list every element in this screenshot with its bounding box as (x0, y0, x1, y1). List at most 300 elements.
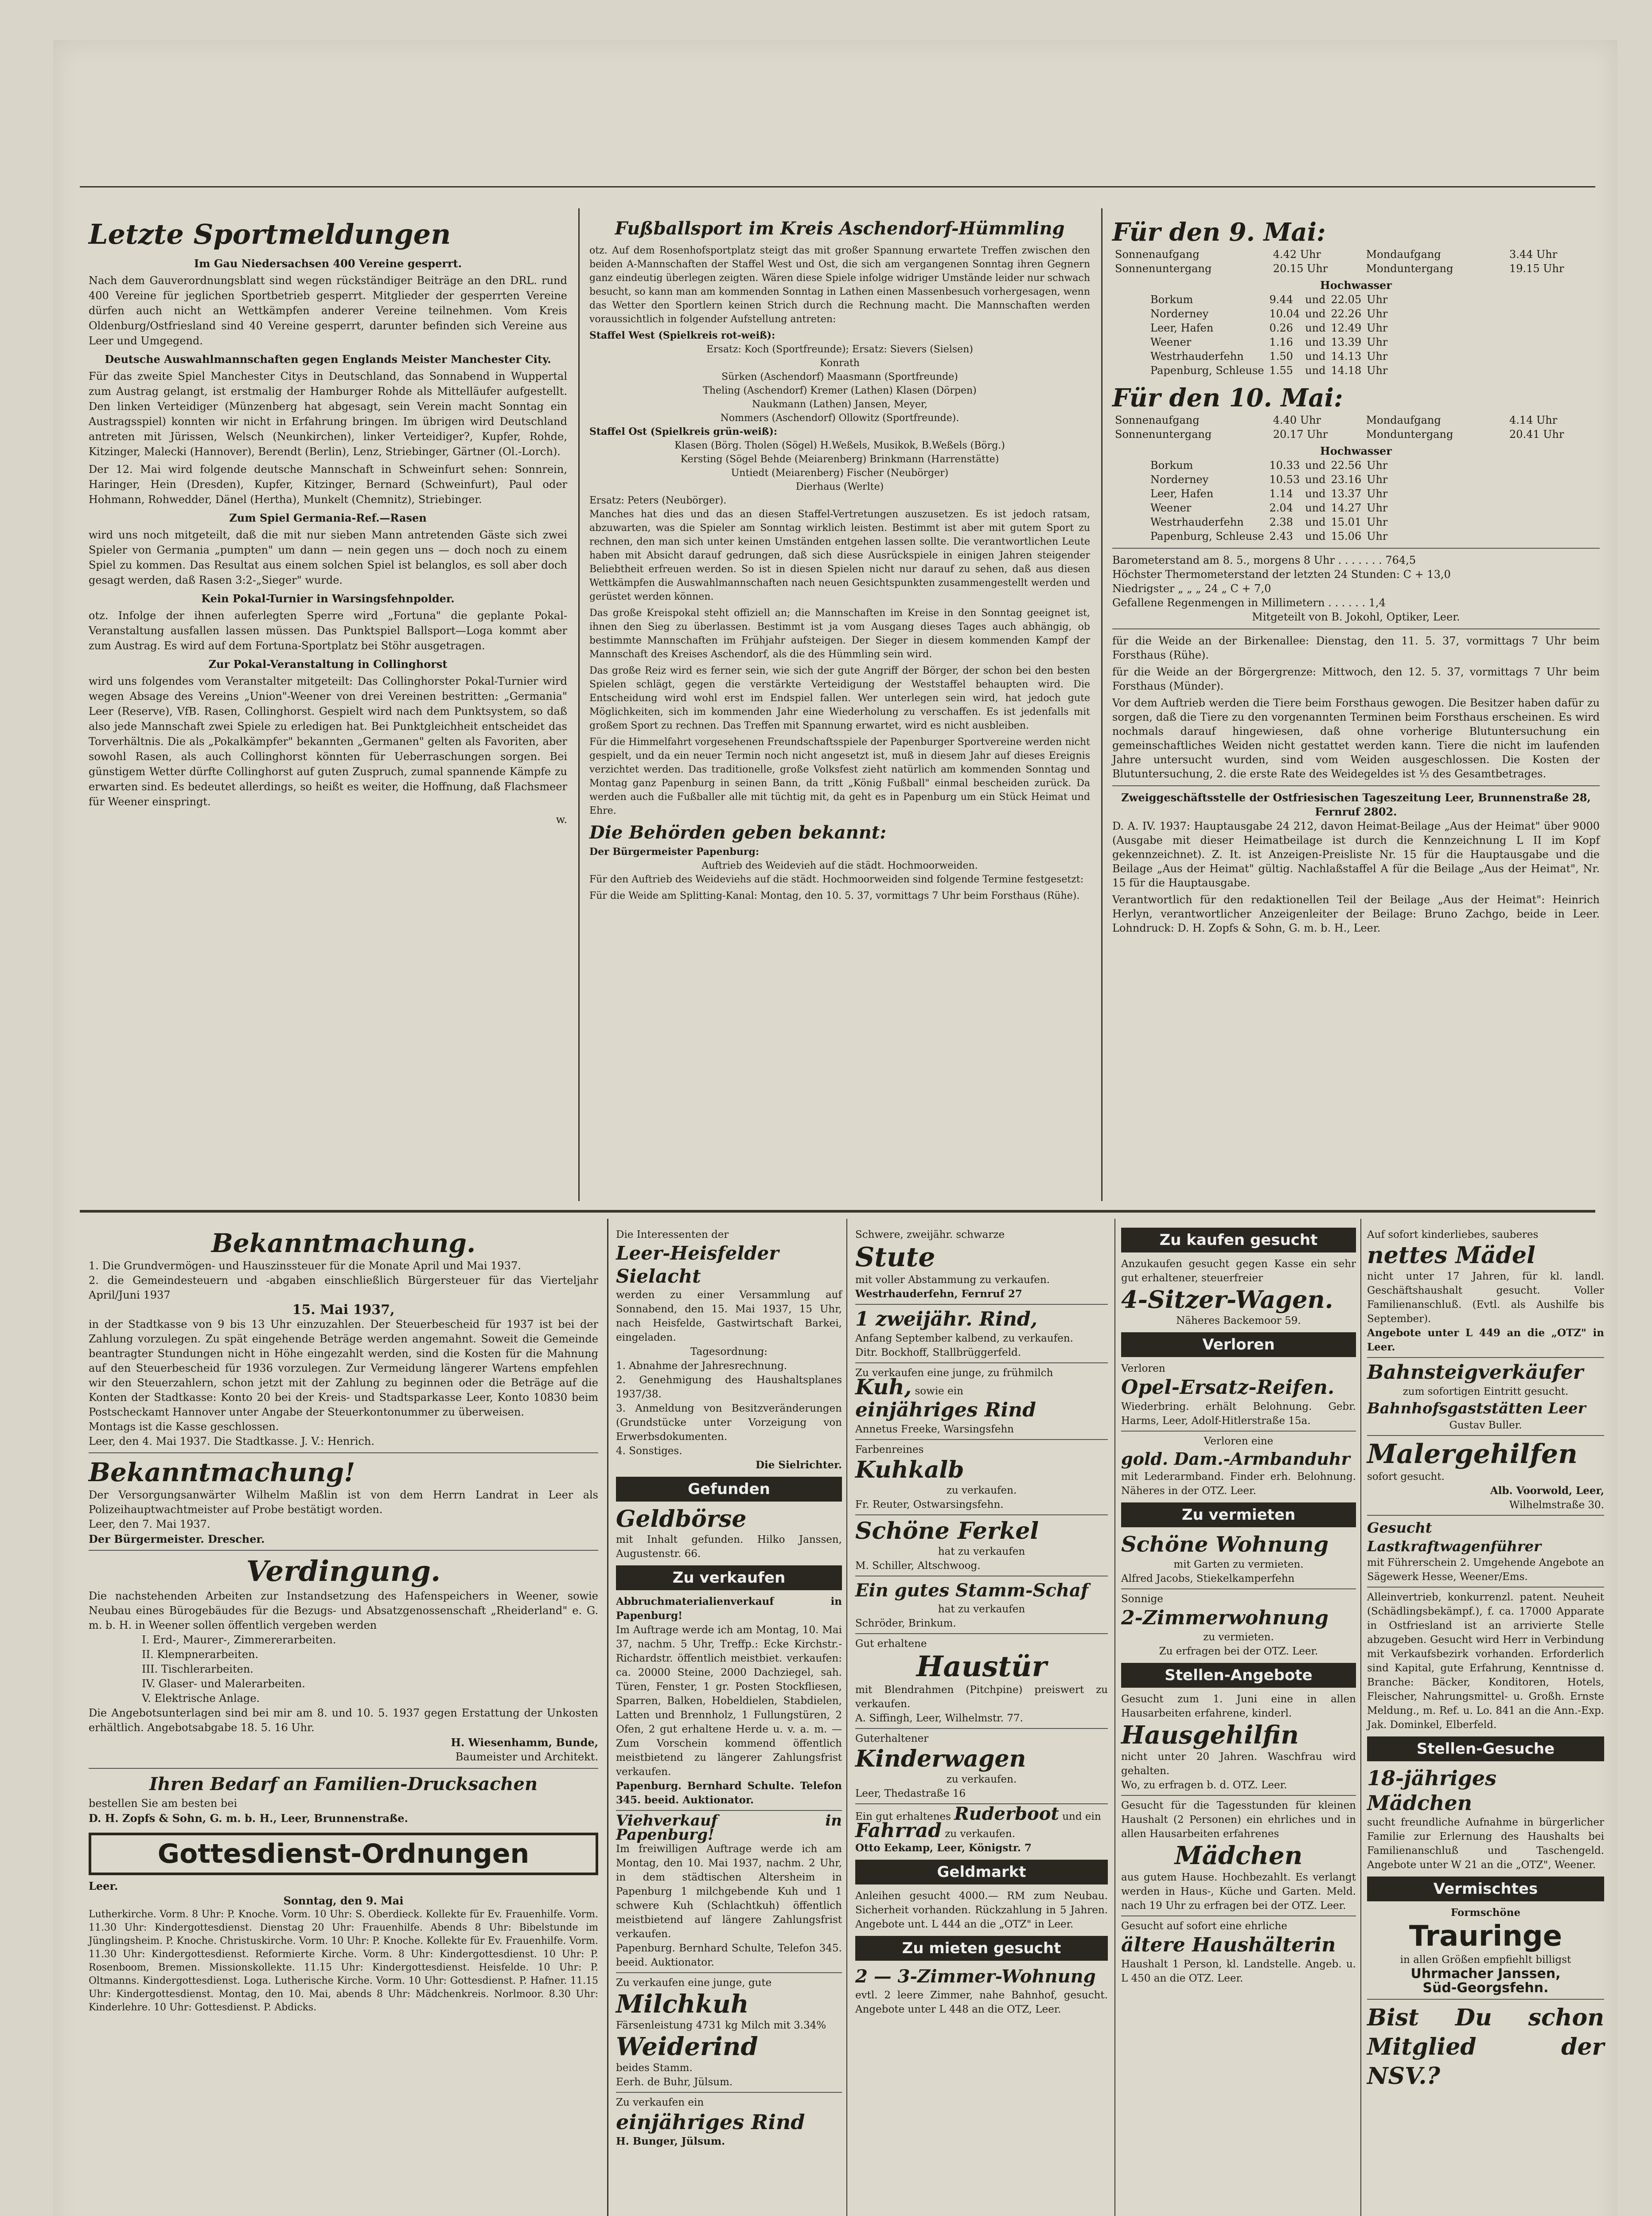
watch-text: mit Lederarmband. Finder erh. Belohnung. Näheres in der OTZ. Leer. (1121, 1471, 1356, 1497)
notice1-item: 2. die Gemeindesteuern und -abgaben einschließlich Bürgersteuer für das Vierteljahr April/Juni 1937 (89, 1274, 598, 1301)
sport-news-column (89, 217, 567, 827)
sport-paragraph: wird uns noch mitgeteilt, daß die mit nur sieben Mann antretenden Gäste sich zwei Spieler von Germania „pumpten" um dann — nein gegen uns — doch noch zu einem Spiel zu kommen. Das Resultat aus einem solchen Spiel ist belanglos, es soll aber doch gesagt werden, daß Rasen 3:2-„Sieger" wurde. (89, 529, 567, 586)
sielacht-signature: Die Sielrichter. (756, 1459, 842, 1471)
tide-and: und (1305, 488, 1326, 500)
sport-paragraph: wird uns folgendes vom Veranstalter mitgeteilt: Das Collinghorster Pokal-Turnier wird wegen Absage des Vereins „Union"-Weener von drei Vereinen bestritten: „Germania" Leer (Reserve), VfB. Rasen, Collinghorst. Gespielt wird nach dem Punktsystem, so daß also jede Mannschaft zwei Spiele zu erledigen hat. Bei Punktgleichheit entscheidet das Torverhältnis. Die als „Pokalkämpfer" bekannten „Germanen" gelten als Favoriten, aber sowohl Rasen, als auch Collinghorst könnten für Ueberraschungen sorgen. Bei günstigem Wetter dürfte Collinghorst auf guten Zuspruch, zumal spannende Kämpfe zu erwarten sind. Es bedeutet allerdings, so heißt es weiter, die Hoffnung, daß Flachsmeer für Weener einspringt. (89, 675, 567, 808)
divider (1367, 1515, 1604, 1516)
painter-address: Wilhelmstraße 30. (1509, 1499, 1604, 1511)
kuh-signature: Annetus Freeke, Warsingsfehn (855, 1424, 1014, 1435)
staffel-ost-line: Kersting (Sögel Behde (Meiarenberg) Brinkmann (Harrenstätte) (680, 454, 999, 465)
tide-unit: Uhr (1367, 530, 1388, 542)
tide-time: 9.44 (1269, 293, 1293, 306)
divider (855, 1362, 1108, 1363)
author-mark: w. (556, 813, 567, 826)
girl-18-title: 18-jähriges Mädchen (1367, 1766, 1497, 1815)
moonrise-value: 3.44 Uhr (1509, 248, 1558, 261)
authorities-text: Für den Auftrieb des Weideviehs auf die städt. Hochmoorweiden sind folgende Termine festgesetzt: (589, 874, 1084, 885)
found-section-header: Gefunden (616, 1477, 842, 1502)
rings-intro: Formschöne (1450, 1907, 1521, 1919)
tide-and: und (1305, 364, 1326, 377)
sielacht-agenda-heading: Tagesordnung: (690, 1346, 768, 1358)
tyre-intro: Verloren (1121, 1363, 1165, 1374)
kuh-intro: Zu verkaufen eine junge, zu frühmilch (855, 1367, 1053, 1379)
church-services-text: Lutherkirche. Vorm. 8 Uhr: P. Knoche. Vorm. 10 Uhr: S. Oberdieck. Kollekte für Ev. Frauenhilfe. Vorm. 11.30 Uhr: Kindergottesdienst. Dienstag 20 Uhr: Frauenhilfe. Abends 8 Uhr: Bibelstunde im Jünglingsheim. P. Knoche. Christuskirche. Vorm. 10 Uhr: P. Knoche. Kollekte für Ev. Frauenhilfe. Vorm. 11.30 Uhr: Kindergottesdienst. Reformierte Kirche. Vorm. 8 Uhr: Kindergottesdienst. 10 Uhr: P. Rosenboom, Bremen. Missionskollekte. 11.15 Uhr: Kindergottesdienst. Heisfelde. 10 Uhr: P. Oltmanns. Kindergottesdienst. Loga. Lutherische Kirche. Vorm. 10 Uhr: Gottesdienst. P. Hafner. 11.15 Uhr: Kindergottesdienst. Montag, den 10. Mai, abends 8 Uhr: Mädchenkreis. Norlmoor. 8.30 Uhr: Kinderlehre. 10 Uhr: Gottesdienst. P. Abdicks. (89, 1909, 598, 2013)
tide-time: 14.13 (1331, 350, 1362, 363)
staffel-west-line: Konrath (820, 358, 860, 369)
football-paragraph: Für die Himmelfahrt vorgesehenen Freundschaftsspiele der Papenburger Sportvereine werden nicht gespielt, und da ein neuer Termin noch nicht angesetzt ist, muß in diesem Jahr auf dieses Ereignis verzichtet werden. Das traditionelle, große Volksfest zieht natürlich am kommenden Sonntag und Montag ganz Papenburg in seinen Bann, da tritt „König Fußball" einmal bescheiden zurück. Da werden auch die Fußballer alle mit tüchtig mit, da geht es in Papenburg um ein Stück Heimat und Ehre. (589, 737, 1090, 816)
authorities-text: Für die Weide am Splitting-Kanal: Montag, den 10. 5. 37, vormittags 7 Uhr beim Forsthaus (Rühe). (589, 890, 1080, 901)
tide-time: 10.33 (1269, 459, 1300, 472)
tide-time: 0.26 (1269, 322, 1293, 334)
cow-signature: Ditr. Bockhoff, Stallbrüggerfeld. (855, 1347, 1021, 1358)
for-rent-section-header: Zu vermieten (1121, 1502, 1356, 1527)
girl-wanted-details: aus gutem Hause. Hochbezahlt. Es verlangt werden in Haus-, Küche und Garten. Meld. nach 19 Uhr zu erfragen bei der OTZ. Leer. (1121, 1872, 1356, 1912)
high-water-heading: Hochwasser (1320, 279, 1392, 292)
authorities-title: Die Behörden geben bekannt: (589, 822, 887, 843)
sport-sub-heading: Zum Spiel Germania-Ref.—Rasen (229, 511, 427, 524)
cow-text: Anfang September kalbend, zu verkaufen. (855, 1333, 1073, 1344)
tide-time: 1.50 (1269, 350, 1293, 363)
church-services-date: Sonntag, den 9. Mai (283, 1894, 404, 1907)
moonset-label: Monduntergang (1366, 262, 1453, 275)
divider (1367, 1357, 1604, 1358)
sport-news-title: Letzte Sportmeldungen (89, 218, 451, 250)
sun-moon-table-day2 (1112, 413, 1600, 441)
tyre-title: Opel-Ersatz-Reifen. (1121, 1376, 1335, 1399)
notice2-text: Der Versorgungsanwärter Wilhelm Maßlin ist von dem Herrn Landrat in Leer als Polizeihauptwachtmeister auf Probe bestätigt worden. (89, 1489, 598, 1516)
barometer-reading: Barometerstand am 8. 5., morgens 8 Uhr . . . . . . . 764,5 (1112, 554, 1416, 566)
divider (616, 2092, 842, 2093)
divider (855, 1728, 1108, 1729)
staffel-ost-heading: Staffel Ost (Spielkreis grün-weiß): (589, 426, 778, 437)
sole-distribution-text: Alleinvertrieb, konkurrenzl. patent. Neuheit (Schädlingsbekämpf.), f. ca. 17000 Apparate in Ostfriesland ist an arrivierte Stelle abzugeben. Gesucht wird Herr in Verbindung mit Verkaufsbezirk vorhanden. Erforderlich sind Kapital, gute Erfahrung, Kenntnisse d. Branche: Bäcker, Konditoren, Hotels, Fleischer, Nahrungsmittel- u. Großh. Ernste Meldung., m. Ref. u. Lo. 841 an die Ann.-Exp. Jak. Dominkel, Elberfeld. (1367, 1592, 1604, 1731)
flat-text: mit Garten zu vermieten. (1173, 1559, 1304, 1570)
milkcow-text: Färsenleistung 4731 kg Milch mit 3.34% (616, 2020, 826, 2031)
door-title: Haustür (916, 1650, 1047, 1683)
high-water-heading: Hochwasser (1320, 445, 1392, 457)
sun-moon-table-day1 (1112, 247, 1600, 276)
tide-and: und (1305, 502, 1326, 514)
tide-time: 1.14 (1269, 488, 1293, 500)
car-wanted-title: 4-Sitzer-Wagen. (1121, 1285, 1333, 1314)
cow-title: 1 zweijähr. Rind, (855, 1308, 1038, 1330)
staffel-west-line: Naukmann (Lathen) Jansen, Meyer, (752, 399, 927, 410)
miscellaneous-section-header: Vermischtes (1367, 1877, 1604, 1901)
housekeeper-title: ältere Haushälterin (1121, 1934, 1336, 1956)
sport-sub-heading: Zur Pokal-Veranstaltung in Collinghorst (208, 658, 448, 671)
classified-column-d (1367, 1228, 1604, 2091)
lost-section-header: Verloren (1121, 1332, 1356, 1357)
tide-time: 10.04 (1269, 308, 1300, 320)
tide-and: und (1305, 308, 1326, 320)
tyre-text: Wiederbring. erhält Belohnung. Gebr. Harms, Leer, Adolf-Hitlerstraße 15a. (1121, 1401, 1356, 1427)
tide-time: 12.49 (1331, 322, 1362, 334)
sheep-text: hat zu verkaufen (938, 1603, 1025, 1615)
tide-place: Westrhauderfehn (1150, 350, 1244, 363)
bicycle-title: Fahrrad (855, 1819, 942, 1842)
notice1-date: 15. Mai 1937, (292, 1302, 395, 1318)
divider (855, 1439, 1108, 1440)
painter-text: sofort gesucht. (1367, 1471, 1445, 1483)
tide-unit: Uhr (1367, 293, 1388, 306)
classified-column-c (1121, 1228, 1356, 1986)
tide-unit: Uhr (1367, 459, 1388, 472)
tide-time: 2.38 (1269, 516, 1293, 528)
tender-text: Die Angebotsunterlagen sind bei mir am 8. und 10. 5. 1937 gegen Erstattung der Unkosten erhältlich. Angebotsabgabe 18. 5. 16 Uhr. (89, 1707, 598, 1734)
church-services-place: Leer. (89, 1880, 118, 1892)
housekeeper-details: Haushalt 1 Person, kl. Landstelle. Angeb. u. L 450 an die OTZ. Leer. (1121, 1959, 1356, 1984)
day1-title: Für den 9. Mai: (1112, 218, 1326, 247)
classified-column-b (855, 1228, 1108, 2017)
day2-title: Für den 10. Mai: (1112, 383, 1343, 413)
staffel-west-line: Ersatz: Koch (Sportfreunde); Ersatz: Sievers (Sielsen) (706, 344, 973, 355)
tide-time: 1.16 (1269, 336, 1293, 348)
sunrise-label: Sonnenaufgang (1115, 248, 1200, 261)
circulation-info: D. A. IV. 1937: Hauptausgabe 24 212, davon Heimat-Beilage „Aus der Heimat" über 9000 (Ausgabe mit dieser Heimatbeilage ist durch die Kennzeichnung L II im Kopf gekennzeichnet). Z. It. ist Anzeigen-Preisliste Nr. 15 für die Hauptausgabe und die Beilage „Aus der Heimat" gültig. Nachlaßstaffel A für die Beilage „Aus der Heimat", Nr. 15 für die Hauptausgabe. (1112, 820, 1600, 889)
sielacht-intro: Die Interessenten der (616, 1229, 729, 1241)
painter-signature: Alb. Voorwold, Leer, (1490, 1485, 1604, 1497)
tide-place: Weener (1150, 336, 1192, 348)
tender-signature: H. Wiesenhamm, Bunde, (451, 1736, 598, 1749)
top-rule (80, 186, 1595, 187)
tide-unit: Uhr (1367, 364, 1388, 377)
notice1-signature: Leer, den 4. Mai 1937. Die Stadtkasse. J. V.: Henrich. (89, 1435, 374, 1447)
divider (1367, 1587, 1604, 1588)
demolition-signature: Papenburg. Bernhard Schulte. Telefon 345. beeid. Auktionator. (616, 1780, 842, 1806)
job-offers-section-header: Stellen-Angebote (1121, 1663, 1356, 1688)
tide-and: und (1305, 350, 1326, 363)
wanted-to-buy-section-header: Zu kaufen gesucht (1121, 1228, 1356, 1252)
sport-sub-heading: Deutsche Auswahlmannschaften gegen Englands Meister Manchester City. (105, 353, 551, 366)
staffel-west-line: Sürken (Aschendorf) Maasmann (Sportfreunde) (721, 371, 958, 382)
tide-time: 13.39 (1331, 336, 1362, 348)
sielacht-title: Leer-Heisfelder Sielacht (616, 1242, 779, 1287)
tide-place: Papenburg, Schleuse (1150, 364, 1264, 377)
rings-jeweller: Uhrmacher Janssen, (1410, 1966, 1561, 1982)
sielacht-text: werden zu einer Versammlung auf Sonnabend, den 15. Mai 1937, 15 Uhr, nach Heisfelde, Gastwirtschaft Barkei, eingeladen. (616, 1289, 842, 1343)
tide-and: und (1305, 293, 1326, 306)
tide-unit: Uhr (1367, 473, 1388, 486)
nanny-text: nicht unter 17 Jahren, für kl. landl. Geschäftshaushalt gesucht. Voller Familienanschluß. (Evtl. als Aushilfe bis September). (1367, 1271, 1604, 1325)
min-temperature: Niedrigster „ „ „ 24 „ C + 7,0 (1112, 582, 1271, 595)
housemaid-text: Gesucht zum 1. Juni eine in allen Hausarbeiten erfahrene, kinderl. (1121, 1693, 1356, 1719)
pram-title: Kinderwagen (855, 1745, 1026, 1772)
tender-title: Verdingung. (246, 1555, 441, 1588)
money-market-section-header: Geldmarkt (855, 1860, 1108, 1884)
flat-wanted-title: 2 — 3-Zimmer-Wohnung (855, 1966, 1096, 1987)
bicycle-text: zu verkaufen. (945, 1828, 1015, 1840)
classified-column-a (616, 1228, 842, 2149)
football-paragraph: Das große Kreispokal steht offiziell an; die Mannschaften im Kreise in den Sonntag geeignet ist, ihnen den Sieg zu überlassen. Bestimmt ist ja vom Ausgang dieses Tages auch abhängig, ob bestimmte Mannschaften im Frühjahr aufsteigen. Der Sieger in diesem kommenden Kampf der Mannschaft des Kreises Aschendorf, als die des Hümmling sein wird. (589, 608, 1090, 660)
divider (1121, 1588, 1356, 1589)
ads-top-rule (80, 1210, 1595, 1213)
rings-text: in allen Größen empfiehlt billigst (1400, 1954, 1571, 1966)
tide-time: 2.43 (1269, 530, 1293, 542)
piglets-title: Schöne Ferkel (855, 1518, 1039, 1545)
ads-column-rule (1360, 1219, 1361, 2216)
cattle-sale-text: Im freiwilligen Auftrage werde ich am Montag, den 10. Mai 1937, nachm. 2 Uhr, in dem städtischen Altersheim in Papenburg 1 milchgebende Kuh und 1 schwere Kuh (Schlachtkuh) öffentlich meistbietend auf längere Zahlungsfrist verkaufen. (616, 1843, 842, 1940)
ads-column-rule (607, 1219, 608, 2216)
tide-place: Westrhauderfehn (1150, 516, 1244, 528)
divider (855, 1633, 1108, 1634)
heifer-intro: Zu verkaufen ein (616, 2097, 704, 2108)
cattle-sale-title: Viehverkauf in Papenburg! (616, 1812, 842, 1844)
kuh-text: sowie ein (915, 1385, 963, 1397)
boat-intro: Ein gut erhaltenes (855, 1811, 951, 1822)
tide-and: und (1305, 530, 1326, 542)
divider (616, 1972, 842, 1973)
tide-place: Norderney (1150, 308, 1209, 320)
sunset-value: 20.15 Uhr (1273, 262, 1328, 275)
staffel-west-line: Theling (Aschendorf) Kremer (Lathen) Klasen (Dörpen) (703, 385, 977, 396)
sport-sub-heading: Kein Pokal-Turnier in Warsingsfehnpolder. (201, 592, 455, 605)
sunset-value: 20.17 Uhr (1273, 428, 1328, 441)
housekeeper-intro: Gesucht auf sofort eine ehrliche (1121, 1920, 1287, 1932)
max-temperature: Höchster Thermometerstand der letzten 24 Stunden: C + 13,0 (1112, 568, 1451, 581)
sport-paragraph: Nach dem Gauverordnungsblatt sind wegen rückständiger Beiträge an den DRL. rund 400 Vereine für jeglichen Sportbetrieb gesperrt. Mitglieder der gesperrten Vereine dürfen auch nicht an Wettkämpfen anderer Vereine teilnehmen. Vom Kreis Oldenburg/Ostfriesland sind 40 Vereine gesperrt, darunter befinden sich Vereine aus Leer und Umgegend. (89, 274, 567, 347)
tide-unit: Uhr (1367, 488, 1388, 500)
ads-column-rule (1114, 1219, 1115, 2216)
nanny-contact: Angebote unter L 449 an die „OTZ" in Leer. (1367, 1327, 1604, 1353)
tide-and: und (1305, 459, 1326, 472)
tide-time: 14.18 (1331, 364, 1362, 377)
wallet-text: mit Inhalt gefunden. Hilko Janssen, Augustenstr. 66. (616, 1534, 842, 1560)
print-ad-title: Ihren Bedarf an Familien-Drucksachen (149, 1774, 538, 1795)
kuh-heifer-title: einjähriges Rind (855, 1399, 1036, 1421)
high-water-table-day1 (1148, 293, 1390, 378)
car-wanted-text: Anzukaufen gesucht gegen Kasse ein sehr gut erhaltener, steuerfreier (1121, 1258, 1356, 1284)
divider (1112, 628, 1600, 629)
car-wanted-contact: Näheres Backemoor 59. (1176, 1315, 1301, 1326)
calf-intro: Farbenreines (855, 1444, 924, 1455)
flat-wanted-text: evtl. 2 leere Zimmer, nahe Bahnhof, gesucht. Angebote unter L 448 an die OTZ, Leer. (855, 1990, 1108, 2015)
notice2-signature: Der Bürgermeister. Drescher. (89, 1533, 265, 1545)
watch-title: gold. Dam.-Armbanduhr (1121, 1449, 1350, 1469)
sunrise-label: Sonnenaufgang (1115, 414, 1200, 426)
door-signature: A. Siffingh, Leer, Wilhelmstr. 77. (855, 1713, 1023, 1724)
pasture-cattle-signature: Eerh. de Buhr, Jülsum. (616, 2076, 733, 2088)
milkcow-title: Milchkuh (616, 1990, 749, 2019)
watch-intro: Verloren eine (1204, 1436, 1274, 1447)
print-ad-text: bestellen Sie am besten bei (89, 1797, 238, 1810)
station-restaurant-signature: Gustav Buller. (1449, 1420, 1522, 1431)
sielacht-agenda-item: 3. Anmeldung von Besitzveränderungen (Grundstücke unter Vorzeigung von Erwerbsdokumenten. (616, 1403, 842, 1443)
sheep-title: Ein gutes Stamm-Schaf (855, 1580, 1089, 1601)
demolition-text: Im Auftrage werde ich am Montag, 10. Mai 37, nachm. 5 Uhr, Treffp.: Ecke Kirchstr.-Richardstr. öffentlich meistbiet. verkaufen: ca. 20000 Steine, 2000 Dachziegel, sah. Türen, Fenster, 1 gr. Posten Stockfliesen, Sparren, Balken, Hobeldielen, Stabdielen, Latten und Brennholz, 1 Fullungstüren, 2 Ofen, 2 gut erhaltene Herde u. v. a. m. — Zum Vorschein kommend öffentlich meistbietend zu längerer Zahlungsfrist verkaufen. (616, 1624, 842, 1778)
sunset-label: Sonnenuntergang (1115, 262, 1212, 275)
sport-paragraph: Der 12. Mai wird folgende deutsche Mannschaft in Schweinfurt sehen: Sonnrein, Haringer, Hein (Dresden), Kupfer, Kitzinger, Bernard (Schweinfurt), Paul oder Hohmann, Rohwedder, Dänel (Hertha), Munkelt (Chemnitz), Striebinger. (89, 463, 567, 506)
housemaid-details: nicht unter 20 Jahren. Waschfrau wird gehalten. (1121, 1751, 1356, 1777)
piglets-signature: M. Schiller, Altschwoog. (855, 1560, 981, 1572)
girl-wanted-text: Gesucht für die Tagesstunden für kleinen Haushalt (2 Personen) ein ehrliches und in allen Hausarbeiten erfahrenes (1121, 1800, 1356, 1840)
mare-signature: Westrhauderfehn, Fernruf 27 (855, 1288, 1022, 1300)
moonrise-label: Mondaufgang (1366, 248, 1441, 261)
divider (89, 1550, 598, 1551)
tide-time: 10.53 (1269, 473, 1300, 486)
almanac-column (1112, 217, 1600, 938)
moonset-label: Monduntergang (1366, 428, 1453, 441)
notice1-text: in der Stadtkasse von 9 bis 13 Uhr einzuzahlen. Der Steuerbescheid für 1937 ist bei der Zahlung vorzulegen. Zu spät eingehende Beträge werden angemahnt. Soweit die Gemeinde beantragter Stundungen nicht in Höhe eingezahlt werden, sind die Kosten für die Mahnung auf den Steuerbescheid für 1936 vorzulegen. Zur Vermeidung längerer Wartens empfehlen wir den Steuerzahlern, schon jetzt mit der Zahlung zu beginnen oder die Beträge auf die Konten der Stadtkasse: Konto 20 bei der Kreis- und Stadtsparkasse Leer, Konto 10830 beim Postscheckamt Hannover unter Angabe der Steuerkontonummer zu überweisen. (89, 1318, 598, 1418)
high-water-table-day2 (1148, 458, 1390, 543)
notice2-title: Bekanntmachung! (89, 1457, 355, 1487)
notice1-closed: Montags ist die Kasse geschlossen. (89, 1420, 279, 1433)
column-rule (578, 208, 580, 1201)
sielacht-agenda-item: 1. Abnahme der Jahresrechnung. (616, 1360, 787, 1372)
football-paragraph: Manches hat dies und das an diesen Staffel-Vertretungen auszusetzen. Es ist jedoch ratsam, abzuwarten, was die Spieler am Sonntag wirklich leisten. Bestimmt ist aber mit gutem Sport zu rechnen, den man sich unter keinen Umständen entgehen lassen sollte. Die verantwortlichen Leute haben mit Absicht darauf gedrungen, daß sich diese Ausrückspiele in einigen Jahren steigender Beliebtheit erfreuen werden. So ist in diesen Spielen nicht nur darauf zu sehen, daß aus diesen Wettkämpfen die Auswahlmannschaften nach neuen Gesichtspunkten zusammengestellt werden und gerüstet werden können. (589, 509, 1090, 602)
print-ad-firm: D. H. Zopfs & Sohn, G. m. b. H., Leer, Brunnenstraße. (89, 1812, 408, 1825)
tide-and: und (1305, 516, 1326, 528)
demolition-title: Abbruchmaterialienverkauf in Papenburg! (616, 1596, 842, 1622)
notice1-item: 1. Die Grundvermögen- und Hauszinssteuer für die Monate April und Mai 1937. (89, 1260, 521, 1272)
pasture-notice: für die Weide an der Börgergrenze: Mittwoch, den 12. 5. 37, vormittags 7 Uhr beim Forsthaus (Münder). (1112, 666, 1600, 692)
divider (1367, 1999, 1604, 2000)
nanny-title: nettes Mädel (1367, 1242, 1535, 1269)
heifer-signature: H. Bunger, Jülsum. (616, 2135, 725, 2147)
cattle-sale-signature: Papenburg. Bernhard Schulte, Telefon 345. beeid. Auktionator. (616, 1943, 842, 1968)
door-intro: Gut erhaltene (855, 1638, 927, 1650)
tender-item: I. Erd-, Maurer-, Zimmererarbeiten. (142, 1634, 336, 1646)
truck-driver-text: mit Führerschein 2. Umgehende Angebote an Sägewerk Hesse, Weener/Ems. (1367, 1557, 1604, 1583)
football-paragraph: Das große Reiz wird es ferner sein, wie sich der gute Angriff der Börger, der schon bei den besten Spielen schlägt, gegen die verstärkte Verteidigung der Weststaffel behaupten wird. Die Entscheidung wird wohl erst im Endspiel fallen. Wer unterlegen sein wird, hat jedoch gute Möglichkeiten, sich im kommenden Jahr eine Wiederholung zu verschaffen. Es ist jedenfalls mit großem Sport zu rechnen. Das Treffen mit Spannung erwartet, wird es nicht ausbleiben. (589, 665, 1090, 731)
sunrise-value: 4.42 Uhr (1273, 248, 1321, 261)
tide-and: und (1305, 336, 1326, 348)
authorities-sender: Der Bürgermeister Papenburg: (589, 846, 759, 858)
pasture-cattle-title: Weiderind (616, 2032, 758, 2061)
piglets-text: hat zu verkaufen (938, 1546, 1025, 1557)
sheep-signature: Schröder, Brinkum. (855, 1618, 956, 1629)
divider (1121, 1431, 1356, 1432)
staffel-ost-line: Dierhaus (Werlte) (795, 481, 884, 492)
divider (855, 1514, 1108, 1515)
tide-and: und (1305, 322, 1326, 334)
tide-unit: Uhr (1367, 516, 1388, 528)
tide-place: Borkum (1150, 459, 1193, 472)
moonset-value: 19.15 Uhr (1509, 262, 1564, 275)
mare-intro: Schwere, zweijähr. schwarze (855, 1229, 1005, 1241)
mare-title: Stute (855, 1242, 935, 1273)
tide-time: 1.55 (1269, 364, 1293, 377)
tide-place: Leer, Hafen (1150, 488, 1214, 500)
tide-unit: Uhr (1367, 350, 1388, 363)
flat-title: Schöne Wohnung (1121, 1532, 1329, 1557)
pram-intro: Guterhaltener (855, 1733, 929, 1744)
staffel-ost-line: Klasen (Börg. Tholen (Sögel) H.Weßels, Musikok, B.Weßels (Börg.) (674, 440, 1005, 451)
girl-18-text: sucht freundliche Aufnahme in bürgerlicher Familie zur Erlernung des Haushalts bei Familienanschluß und Taschengeld. Angebote unter W 21 an die „OTZ", Weener. (1367, 1817, 1604, 1871)
station-restaurant-title: Bahnhofsgaststätten Leer (1367, 1400, 1586, 1417)
pasture-notice: für die Weide an der Birkenallee: Dienstag, den 11. 5. 37, vormittags 7 Uhr beim Forsthaus (Rühe). (1112, 635, 1600, 661)
sport-paragraph: otz. Infolge der ihnen auferlegten Sperre wird „Fortuna" die geplante Pokal-Veranstaltung ausfallen lassen müssen. Das Punktspiel Ballsport—Loga kommt aber zum Austrag. Es wird auf dem Fortuna-Sportplatz bei Stöhr ausgetragen. (89, 609, 567, 652)
divider (89, 1768, 598, 1769)
moonrise-value: 4.14 Uhr (1509, 414, 1558, 426)
branch-office-heading: Zweiggeschäftsstelle der Ostfriesischen Tageszeitung Leer, Brunnenstraße 28, Fernruf 2802. (1121, 791, 1591, 818)
tide-place: Papenburg, Schleuse (1150, 530, 1264, 542)
tender-item: II. Klempnerarbeiten. (142, 1648, 259, 1661)
sielacht-agenda-item: 4. Sonstiges. (616, 1445, 682, 1457)
two-room-title: 2-Zimmerwohnung (1121, 1607, 1329, 1629)
sport-paragraph: Für das zweite Spiel Manchester Citys in Deutschland, das Sonnabend in Wuppertal zum Austrag gelangt, ist erstmalig der Hamburger Rohde als Mittelläufer aufgestellt. Den linken Verteidiger (Münzenberg hat abgesagt, sein Verein macht Sonntag ein Austragsspiel) konnten wir nicht in Erfahrung bringen. Im übrigen wird Deutschland antreten mit Jürissen, Welsch (Neunkirchen), linker Verteidiger?, Kupfer, Rohde, Kitzinger, Malecki (Hannover), Berendt (Berlin), Lenz, Striebinger, Gärtner (Ol.-Lorch). (89, 370, 567, 458)
platform-seller-title: Bahnsteigverkäufer (1367, 1361, 1584, 1384)
tide-time: 22.05 (1331, 293, 1362, 306)
divider (1112, 548, 1600, 549)
tender-item: III. Tischlerarbeiten. (142, 1663, 253, 1675)
newspaper-page (53, 40, 1617, 2216)
church-services-title: Gottesdienst-Ordnungen (89, 1833, 598, 1875)
heifer-title: einjähriges Rind (616, 2110, 805, 2134)
wanted-to-rent-section-header: Zu mieten gesucht (855, 1936, 1108, 1961)
notice2-date: Leer, den 7. Mai 1937. (89, 1518, 210, 1530)
rainfall: Gefallene Regenmengen in Millimetern . . . . . . 1,4 (1112, 597, 1386, 609)
kuh-title: Kuh, (855, 1375, 912, 1400)
two-room-text: zu vermieten. (1203, 1631, 1274, 1643)
ads-column-rule (846, 1219, 847, 2216)
tide-and: und (1305, 473, 1326, 486)
moonrise-label: Mondaufgang (1366, 414, 1441, 426)
pram-signature: Leer, Thedastraße 16 (855, 1788, 966, 1799)
rings-location: Süd-Georgsfehn. (1422, 1980, 1549, 1996)
money-market-text: Anleihen gesucht 4000.— RM zum Neubau. Sicherheit vorhanden. Rückzahlung in 5 Jahren. Angebote unt. L 444 an die „OTZ" in Leer. (855, 1890, 1108, 1930)
platform-seller-text: zum sofortigen Eintritt gesucht. (1403, 1386, 1569, 1397)
door-text: mit Blendrahmen (Pitchpine) preiswert zu verkaufen. (855, 1684, 1108, 1710)
tide-time: 13.37 (1331, 488, 1362, 500)
authorities-subject: Auftrieb des Weidevieh auf die städt. Hochmoorweiden. (701, 860, 978, 871)
tide-place: Leer, Hafen (1150, 322, 1214, 334)
staffel-ost-line: Untiedt (Meiarenberg) Fischer (Neubörger) (731, 468, 949, 479)
tide-time: 22.56 (1331, 459, 1362, 472)
football-column (589, 217, 1090, 905)
divider (616, 1810, 842, 1811)
staffel-ost-line: Ersatz: Peters (Neubörger). (589, 495, 727, 506)
tide-time: 15.06 (1331, 530, 1362, 542)
column-rule (1101, 208, 1103, 1201)
wallet-title: Geldbörse (616, 1506, 747, 1533)
truck-driver-title: Gesucht Lastkraftwagenführer (1367, 1519, 1541, 1555)
divider (1112, 785, 1600, 786)
tide-unit: Uhr (1367, 502, 1388, 514)
sport-sub-heading: Im Gau Niedersachsen 400 Vereine gesperrt. (194, 257, 462, 270)
tender-signature: Baumeister und Architekt. (455, 1751, 598, 1763)
moonset-value: 20.41 Uhr (1509, 428, 1564, 441)
tide-unit: Uhr (1367, 308, 1388, 320)
tide-place: Borkum (1150, 293, 1193, 306)
milkcow-intro: Zu verkaufen eine junge, gute (616, 1977, 772, 1989)
nsv-membership-title: Bist Du schon Mitglied der NSV.? (1367, 2004, 1604, 2090)
tender-item: IV. Glaser- und Malerarbeiten. (142, 1678, 305, 1690)
job-seekers-section-header: Stellen-Gesuche (1367, 1736, 1604, 1761)
sunset-label: Sonnenuntergang (1115, 428, 1212, 441)
bicycle-signature: Otto Eekamp, Leer, Königstr. 7 (855, 1842, 1032, 1854)
nanny-intro: Auf sofort kinderliebes, sauberes (1367, 1229, 1539, 1241)
tender-text: Die nachstehenden Arbeiten zur Instandsetzung des Hafenspeichers in Weener, sowie Neubau eines Bürogebäudes für die Bezugs- und Absatzgenossenschaft „Rheiderland" e. G. m. b. H. in Weener sollen öffentlich vergeben werden (89, 1590, 598, 1631)
tide-time: 2.04 (1269, 502, 1293, 514)
divider (1121, 1795, 1356, 1796)
notice1-title: Bekanntmachung. (211, 1228, 476, 1258)
football-paragraph: otz. Auf dem Rosenhofsportplatz steigt das mit großer Spannung erwartete Treffen zwischen den beiden A-Mannschaften der Staffel West und Ost, die sich am vergangenen Sonntag ihren Gegnern ganz eindeutig überlegen zeigten. Wären diese Spiele infolge widriger Umstände leider nur schwach besucht, so kann man am kommenden Sonntag in Lathen einen Massenbesuch vorhergesagen, wenn das Wetter den Sportlern keinen Strich durch die Rechnung macht. Die Mannschaften werden voraussichtlich in folgender Aufstellung antreten: (589, 245, 1090, 325)
housemaid-title: Hausgehilfin (1121, 1721, 1299, 1750)
official-notices-column (89, 1228, 598, 2014)
sunrise-value: 4.40 Uhr (1273, 414, 1321, 426)
two-room-intro: Sonnige (1121, 1593, 1163, 1605)
editorial-info: Verantwortlich für den redaktionellen Teil der Beilage „Aus der Heimat": Heinrich Herlyn, verantwortlicher Anzeigenleiter der Beilage: Bruno Zachgo, beide in Leer. Lohndruck: D. H. Zopfs & Sohn, G. m. b. H., Leer. (1112, 893, 1600, 934)
boat-text: und ein (1062, 1811, 1101, 1822)
tide-time: 14.27 (1331, 502, 1362, 514)
tide-time: 22.26 (1331, 308, 1362, 320)
weather-source: Mitgeteilt von B. Jokohl, Optiker, Leer. (1252, 611, 1460, 623)
tender-item: V. Elektrische Anlage. (142, 1692, 260, 1705)
girl-wanted-title: Mädchen (1174, 1841, 1303, 1870)
tide-place: Weener (1150, 502, 1192, 514)
calf-text: zu verkaufen. (946, 1485, 1017, 1496)
two-room-contact: Zu erfragen bei der OTZ. Leer. (1159, 1646, 1318, 1657)
